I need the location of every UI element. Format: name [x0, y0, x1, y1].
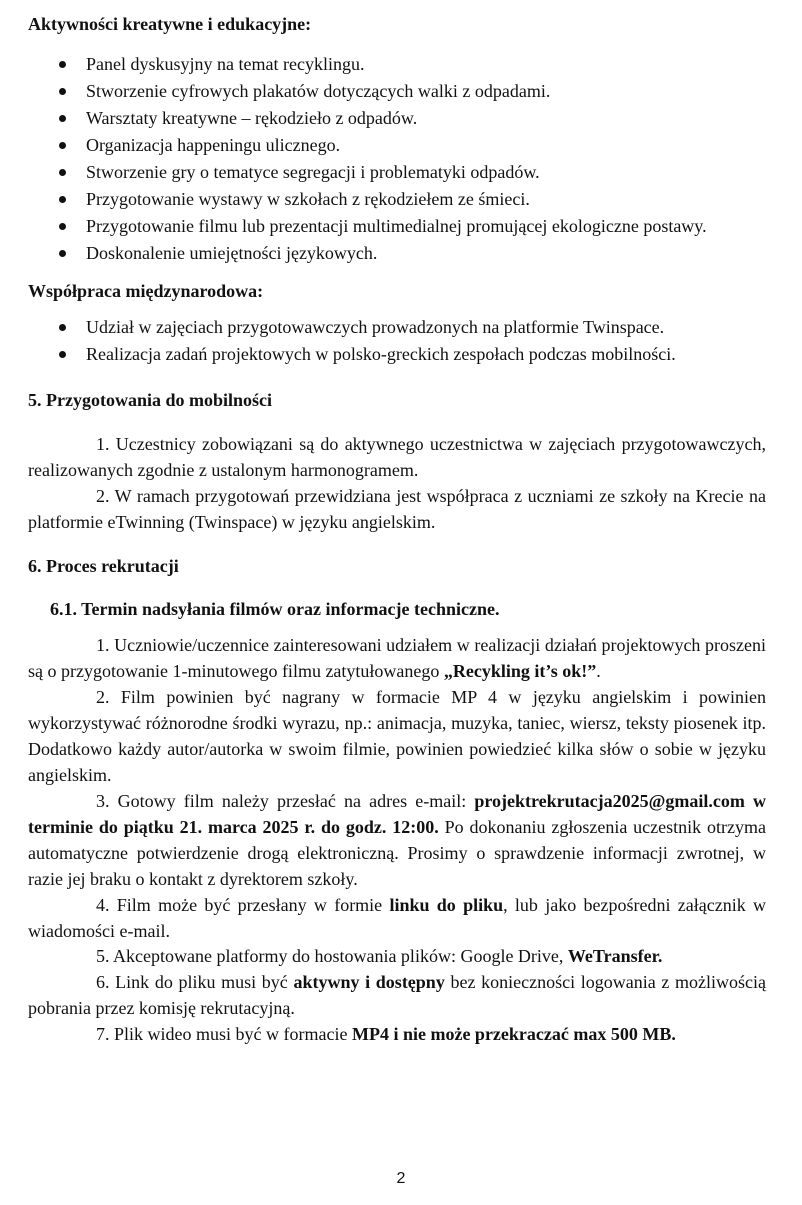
list-item: Panel dyskusyjny na temat recyklingu.: [28, 51, 707, 78]
file-link-text: linku do pliku: [389, 895, 504, 915]
paragraph-text-end: .: [596, 661, 601, 681]
paragraph-text: W ramach przygotowań przewidziana jest współpraca z uczniami ze szkoły na Krecie na platformie eTwinning (Twinspace) w języku angielskim.: [28, 486, 766, 532]
item-number: 6.: [96, 972, 110, 992]
item-number: 2.: [96, 687, 110, 707]
section-6-1-subheading: 6.1. Termin nadsyłania filmów oraz informacje techniczne.: [50, 599, 500, 619]
section-6-paragraph-6: [28, 969, 766, 1021]
section-6-paragraph-2: [28, 684, 766, 788]
paragraph-text: Uczestnicy zobowiązani są do aktywnego uczestnictwa w zajęciach przygotowawczych, realizowanych zgodnie z ustalonym harmonogramem.: [28, 434, 767, 480]
film-title: „Recykling it’s ok!”: [443, 661, 597, 681]
item-number: 2.: [96, 486, 110, 506]
paragraph-text: Akceptowane platformy do hostowania plików: Google Drive,: [113, 946, 568, 966]
paragraph-text: Uczniowie/uczennice zainteresowani udziałem w realizacji działań projektowych proszeni są o przygotowanie 1-minutowego filmu zatytułowanego: [28, 635, 767, 681]
section-5-paragraph-2: [28, 483, 766, 535]
international-cooperation-list: [28, 314, 676, 368]
section-6-paragraph-4: [28, 892, 766, 944]
paragraph-text-end: , lub jako bezpośredni załącznik w wiadomości e-mail.: [28, 895, 766, 941]
list-item: Udział w zajęciach przygotowawczych prowadzonych na platformie Twinspace.: [28, 314, 676, 341]
section-5-heading: 5. Przygotowania do mobilności: [28, 390, 273, 410]
section-5-paragraph-1: [28, 431, 766, 483]
section-6-paragraph-5: [28, 943, 766, 969]
section-6-paragraph-7: [28, 1021, 766, 1047]
email-address: projektrekrutacja2025@gmail.com: [474, 791, 745, 811]
page-number: 2: [396, 1170, 406, 1187]
section-6-heading: 6. Proces rekrutacji: [28, 556, 179, 576]
paragraph-text-end: bez konieczności logowania z możliwością pobrania przez komisję rekrutacyjną.: [28, 972, 767, 1018]
file-format-requirement: MP4 i nie może przekraczać max 500 MB.: [351, 1024, 676, 1044]
paragraph-text: Plik wideo musi być w formacie: [114, 1024, 352, 1044]
item-number: 3.: [96, 791, 110, 811]
paragraph-text: Film może być przesłany w formie: [116, 895, 390, 915]
list-item: Doskonalenie umiejętności językowych.: [28, 240, 707, 267]
section-6-paragraph-3: [28, 788, 766, 892]
paragraph-text: Link do pliku musi być: [115, 972, 294, 992]
creative-activities-list: [28, 51, 707, 267]
list-item: Stworzenie gry o tematyce segregacji i problematyki odpadów.: [28, 159, 707, 186]
item-number: 7.: [96, 1024, 110, 1044]
list-item: Warsztaty kreatywne – rękodzieło z odpadów.: [28, 105, 707, 132]
item-number: 1.: [96, 635, 110, 655]
list-item: Realizacja zadań projektowych w polsko-greckich zespołach podczas mobilności.: [28, 341, 676, 368]
paragraph-text: Gotowy film należy przesłać na adres e-mail:: [117, 791, 475, 811]
platform-name: WeTransfer.: [567, 946, 663, 966]
list-item: Stworzenie cyfrowych plakatów dotyczących walki z odpadami.: [28, 78, 707, 105]
deadline-text: w terminie do piątku 21. marca 2025 r. do godz. 12:00.: [28, 791, 766, 837]
item-number: 5.: [96, 946, 110, 966]
international-cooperation-heading: Współpraca międzynarodowa:: [28, 281, 264, 301]
creative-activities-heading: Aktywności kreatywne i edukacyjne:: [28, 14, 312, 34]
item-number: 1.: [96, 434, 110, 454]
list-item: Organizacja happeningu ulicznego.: [28, 132, 707, 159]
paragraph-text: Film powinien być nagrany w formacie MP 4 w języku angielskim i powinien wykorzystywać różnorodne środki wyrazu, np.: animacja, muzyka, taniec, wiersz, teksty piosenek itp. Dodatkowo każdy autor/autorka w swoim filmie, powinien powiedzieć kilka słów o sobie w języku angielskim.: [28, 687, 766, 785]
link-requirement: aktywny i dostępny: [293, 972, 445, 992]
section-6-paragraph-1: [28, 632, 766, 684]
list-item: Przygotowanie filmu lub prezentacji multimedialnej promującej ekologiczne postawy.: [28, 213, 707, 240]
item-number: 4.: [96, 895, 110, 915]
paragraph-text-end: Po dokonaniu zgłoszenia uczestnik otrzyma automatyczne potwierdzenie drogą elektroniczną. Prosimy o sprawdzenie informacji zwrotnej, w razie jej braku o kontakt z dyrektorem szkoły.: [28, 817, 766, 889]
list-item: Przygotowanie wystawy w szkołach z rękodziełem ze śmieci.: [28, 186, 707, 213]
